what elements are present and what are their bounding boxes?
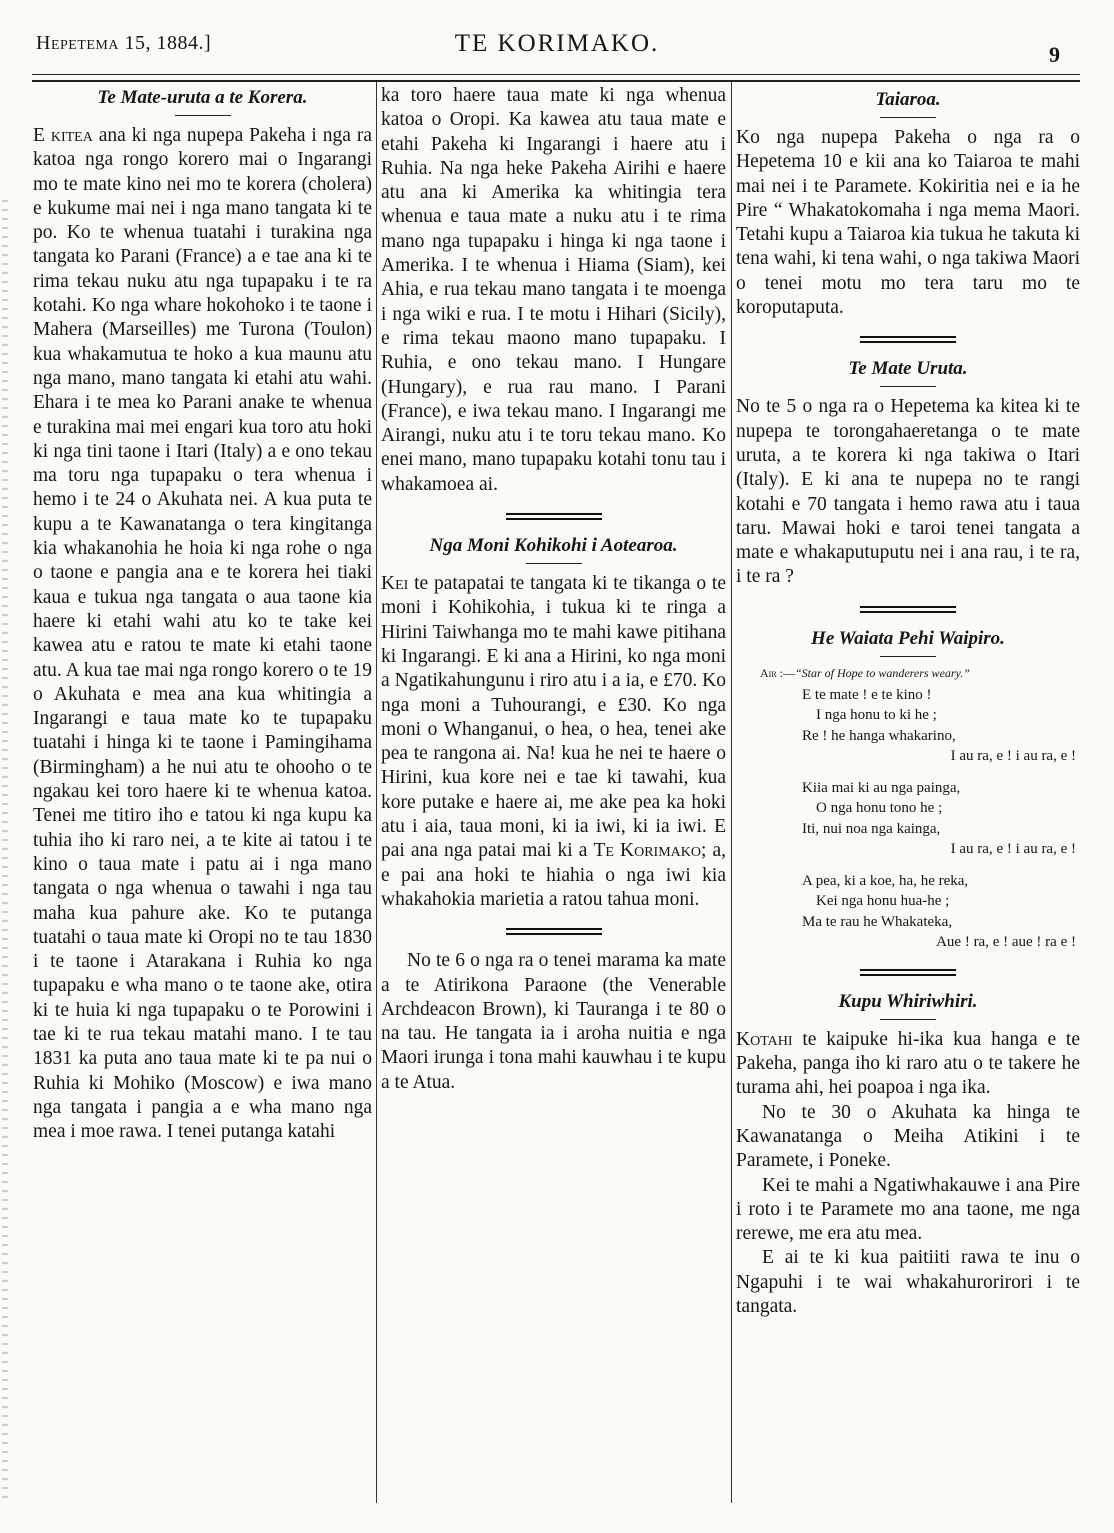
news-item: [736, 1028, 1080, 1101]
article-title: Te Mate-uruta a te Korera.: [97, 87, 308, 108]
tune-name: “Star of Hope to wanderers weary.”: [795, 665, 970, 680]
poem-line: I au ra, e ! i au ra, e !: [950, 841, 1076, 858]
article-continuation: ka toro haere taua mate ki nga whenua katoa o Oropi. Ka kawea atu taua mate e etahi Pakeha ki Ingarangi i haere atu i Ruhia. Na nga heke Pakeha Airihi e haere atu ana ki Amerika ka whitingia tera whenua e taua mate a nuku atu i te rima mano nga tupapaku i hinga ki nga taone i Amerika. I te whenua i Hiama (Siam), kei Ahia, e rua tekau mano tangata i te moenga i nga wiki e rua. I te motu i Hihari (Sicily), e rima tekau maono mano tupapaku. I Ruhia, e ono tekau mano. I Hungare (Hungary), e rua rau mano. I Parani (France), e iwa tekau mano. I Ingarangi me Airangi, nuku atu i te toru tekau mano. Ko enei mano, mano tupapaku kotahi tonu tau i whakamoea ai.: [381, 85, 726, 495]
article-body: [381, 572, 726, 912]
obituary-paragraph: No te 6 o nga ra o tenei marama ka mate a te Atirikona Paraone (the Venerable Archdeacon Brown), ki Tauranga i te 80 o na tau. He tangata ia i aroha nuitia e nga Maori irunga i tona mahi kauwhau i te kupu a te Atua.: [381, 950, 726, 1093]
poem-line: Kei nga honu hua-he ;: [816, 893, 950, 910]
article-body: [33, 124, 372, 1144]
header-rule-thick: [32, 80, 1080, 82]
page-edge-scan-marks: [2, 200, 8, 1500]
newspaper-title: TE KORIMAKO.: [454, 30, 660, 57]
article-body: No te 5 o nga ra o Hepetema ka kitea ki te nupepa te torongahaeretanga o te mate uruta, a te korera ki nga takiwa o Itari (Italy). E ki ana te nupepa no te rangi kotahi e 70 tangata i hemo rawa atu i taua taru. Mawai hoki e taroi tenei tangata a mate e whakaputuputu nei i ana rau, i te ra, i te ra ?: [736, 396, 1080, 588]
title-rule: [175, 115, 231, 116]
article-text: ana ki nga nupepa Pakeha i nga ra katoa nga rongo korero mai o Ingarangi mo te mate kino nei mo te korera (cholera) e kukume mai nei i nga mano tangata ki te po. Ko te whenua tuatahi i turakina nga tangata ko Parani (France) a e tae ana ki te rima tekau nuku atu nga tupapaku i te ra kotahi. Ko nga whare hokohoko i te taone i Mahera (Marseilles) me Turona (Toulon) kua whakamutua te hoko a kua maunu atu nga mano, mano tangata ki etahi atu wahi. Ehara i te mea ko Parani anake te whenua e turakina mai mei engari kua toro atu hoki ki nga tini taone i Itari (Italy) a e ono tekau ma toru nga tupapaku o tera whenua i hemo i te 24 o Akuhata nei. A kua puta te kupu a te Kawanatanga o tera kingitanga kia whakanohia he hoia ki nga rohe o nga o taone e pangia ana e te korera hei tiaki kaua e tukua nga tangata o aua taone kia haere ki etahi wahi atu ko te take kei kawea atu e ratou te mate ki etahi taone atu. A kua tae mai nga rongo korero o te 19 o Akuhata e mea ana kua whitingia a Ingarangi e taua mate ko te tupapaku tuatahi i hinga ki te taone i Pamingihama (Birmingham) a he nui atu te ohooho o te ngakau kei toro haere ki te whenua katoa. Tenei me titiro iho e tatou ki nga kupu ka tuhia iho ki raro nei, a te kite ai tatou i te kino o taua mate i patu ai i nga mano tangata o nga whenua o tawahi i nga tau maha kua pahure ake. Ko te putanga tuatahi o taua mate ki Oropi no te tau 1830 i te taone i Atarakana i Ruhia ko nga tupapaku e wha mano o te taone ake, otira ki te huia ki nga tupapaku o te Porowini i tae ki te rua tekau matahi mano. I te tau 1831 ka puta ano taua mate ki te pa nui o Ruhia ki Mohiko (Moscow) e iwa mano nga tangata i pangia a e wha mano nga mea i moe rawa. I tenei putanga katahi: [33, 125, 372, 1143]
article-text: ; a, e pai ana hoki te hiahia o nga iwi kia whakahokia marietia a ratou tahua moni.: [381, 840, 727, 910]
tune-label: Air :—: [760, 665, 795, 680]
column-2: [381, 84, 726, 1095]
title-rule: [880, 386, 936, 387]
poem-stanza: [736, 871, 1080, 953]
section-divider: [506, 928, 602, 935]
article-text: te patapatai te tangata ki te tikanga o te moni i Kohikohia, i tukua ki te ringa a Hirini Taiwhanga mo te mahi kawe pitihana ki Ingarangi. E ki ana a Hirini, ko nga moni a Ngatikahungunu i riro atu i a ia, e £70. Ko nga moni a Tuhourangi, e £30. Ko nga moni o Whanganui, o hea, o hea, tenei ake pea te rangona ai. Na! kua he nei te haere o Hirini, kua kore nei e tae ki tawahi, kua kore putake e haere ai, me ake pea ka hoki atu i aia, taua moni, ki ia iwi, ki ia iwi. E pai ana nga patai mai ki a: [381, 573, 727, 862]
lead-words: Kotahi: [736, 1028, 793, 1050]
poem-stanza: [736, 778, 1080, 860]
poem-line: Aue ! ra, e ! aue ! ra e !: [936, 934, 1076, 951]
article-body: Ko nga nupepa Pakeha o nga ra o Hepetema 10 e kii ana ko Taiaroa te mahi mai nei i te Paramete. Kokiritia nei e ia he Pire “ Whakatokomaha i nga mema Maori. Tetahi kupu a Taiaroa kia tukua he takuta ki tena wahi, ki tena wahi, o nga takiwa Maori o tenei motu mo tera taru mo te koroputaputa.: [736, 127, 1080, 319]
column-1: [33, 84, 372, 1144]
article-title: Te Mate Uruta.: [848, 358, 968, 380]
article-title: Taiaroa.: [875, 89, 941, 110]
article-text: te kaipuke hi-ika kua hanga e te Pakeha, panga iho ki raro atu o te takere he turama ahi, hei poapoa i nga ika.: [736, 1028, 1080, 1099]
article-title: Nga Moni Kohikohi i Aotearoa.: [429, 535, 678, 557]
news-item: E ai te ki kua paitiiti rawa te inu o Ngapuhi i te wai whakahurorirori i te tangata.: [736, 1247, 1080, 1318]
column-divider: [731, 82, 732, 1503]
title-rule: [526, 563, 582, 564]
header-rule: [32, 74, 1080, 75]
section-divider: [860, 606, 956, 613]
poem-line: O nga honu tono he ;: [816, 800, 943, 817]
article-title: Kupu Whiriwhiri.: [838, 990, 978, 1012]
poem-stanza: [736, 685, 1080, 767]
column-3: [736, 84, 1080, 1319]
lead-words: Kei: [381, 573, 409, 595]
poem: [736, 685, 1080, 953]
title-rule: [880, 656, 936, 657]
news-item: No te 30 o Akuhata ka hinga te Kawanatanga o Meiha Atikini i te Paramete, i Poneke.: [736, 1101, 1080, 1172]
newspaper-name: Te Korimako: [593, 840, 701, 862]
section-divider: [860, 336, 956, 343]
title-rule: [880, 117, 936, 118]
poem-line: I nga honu to ki he ;: [816, 707, 937, 724]
page-number: 9: [1049, 42, 1060, 67]
poem-line: Iti, nui noa nga kainga,: [802, 820, 941, 837]
poem-line: Kiia mai ki au nga painga,: [802, 779, 961, 796]
poem-line: Re ! he hanga whakarino,: [802, 727, 956, 744]
column-divider: [376, 82, 377, 1503]
poem-title: He Waiata Pehi Waipiro.: [811, 627, 1005, 649]
lead-words: E kitea: [33, 125, 93, 146]
header-date: Hepetema 15, 1884.]: [36, 32, 212, 54]
page-header: [0, 0, 1114, 80]
poem-line: Ma te rau he Whakateka,: [802, 913, 953, 930]
poem-line: I au ra, e ! i au ra, e !: [950, 748, 1076, 765]
news-item: Kei te mahi a Ngatiwhakauwe i ana Pire i roto i te Paramete mo ana taone, me nga rerewe, me era atu mea.: [736, 1174, 1080, 1245]
title-rule: [880, 1019, 936, 1020]
poem-tune: [736, 665, 1080, 681]
poem-line: A pea, ki a koe, ha, he reka,: [802, 872, 969, 889]
section-divider: [506, 513, 602, 520]
poem-line: E te mate ! e te kino !: [802, 686, 932, 703]
section-divider: [860, 969, 956, 976]
